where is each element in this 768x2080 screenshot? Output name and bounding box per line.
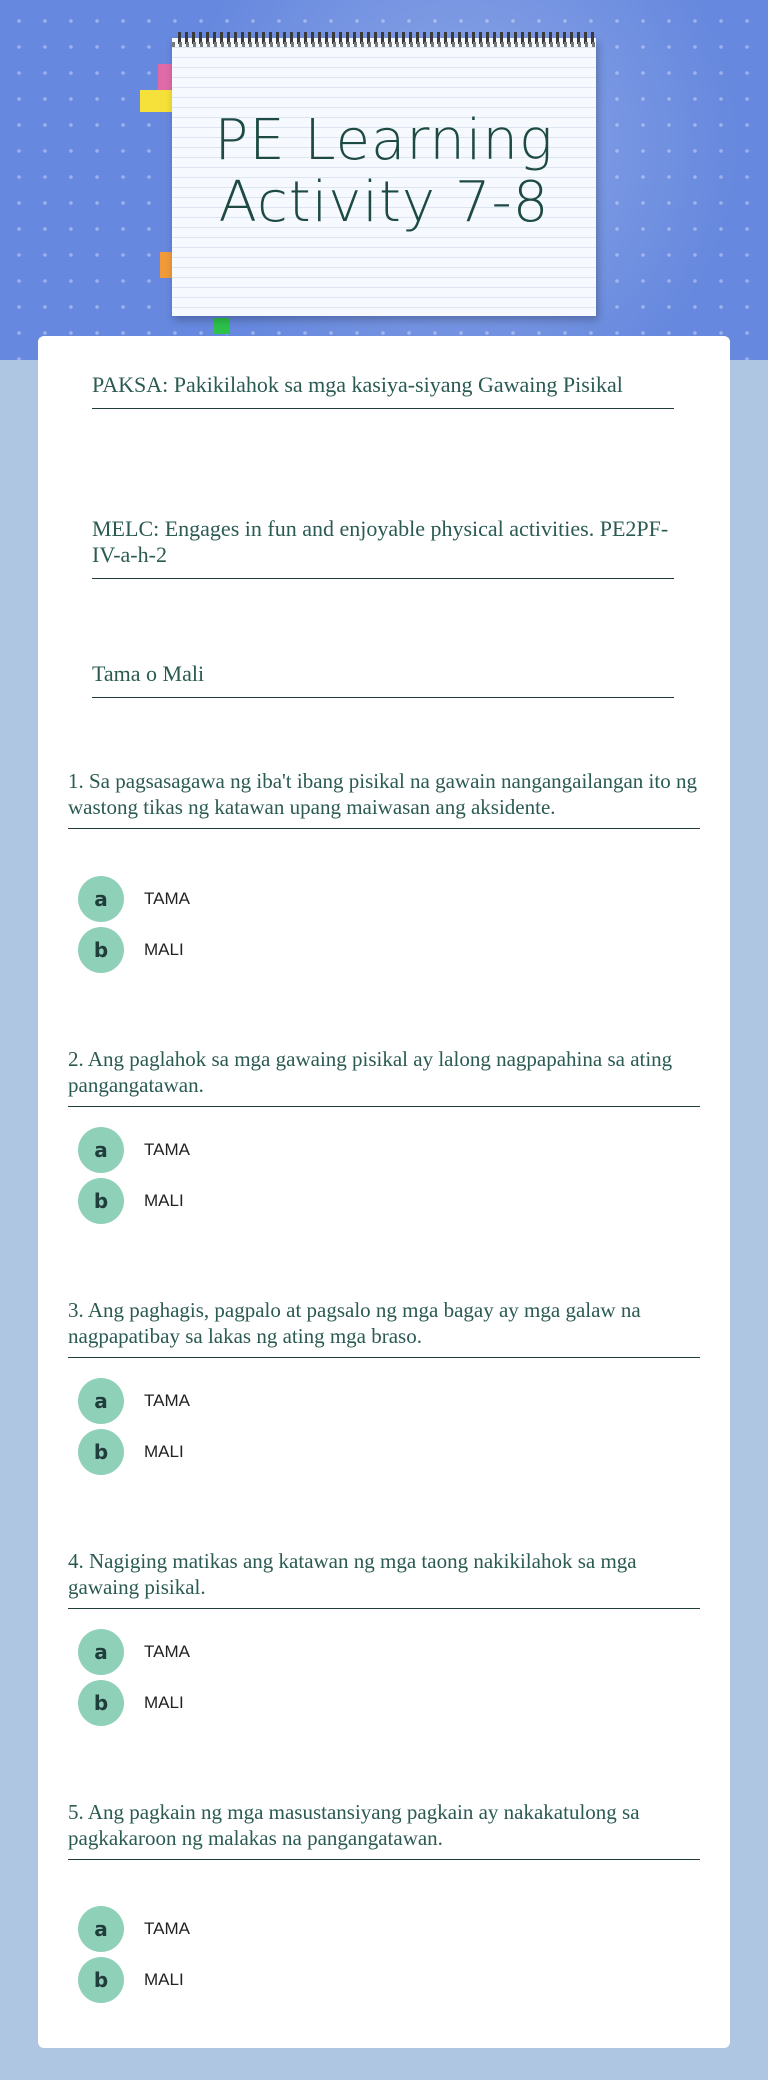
option-label: TAMA: [144, 1140, 190, 1159]
option-letter-badge: b: [78, 1178, 124, 1224]
q2-option-a[interactable]: [78, 1127, 190, 1173]
option-label: MALI: [144, 1693, 184, 1712]
title-line-1: PE Learning: [214, 108, 554, 173]
worksheet-card: [38, 336, 730, 2048]
question-4: 4. Nagiging matikas ang katawan ng mga taong nakikilahok sa mga gawaing pisikal.: [68, 1548, 700, 1609]
green-tab: [214, 318, 230, 334]
q4-option-b[interactable]: [78, 1680, 184, 1726]
yellow-tab: [140, 90, 176, 112]
option-letter-badge: a: [78, 1378, 124, 1424]
question-5: 5. Ang pagkain ng mga masustansiyang pagkain ay nakakatulong sa pagkakaroon ng malakas na pangangatawan.: [68, 1799, 700, 1860]
option-letter-badge: a: [78, 1906, 124, 1952]
q2-option-b[interactable]: [78, 1178, 184, 1224]
option-letter-badge: b: [78, 1680, 124, 1726]
option-label: MALI: [144, 1970, 184, 1989]
option-label: MALI: [144, 1191, 184, 1210]
question-1: 1. Sa pagsasagawa ng iba't ibang pisikal na gawain nangangailangan ito ng wastong tikas ng katawan upang maiwasan ang aksidente.: [68, 768, 700, 829]
q1-option-a[interactable]: [78, 876, 190, 922]
spiral-binding: [172, 28, 596, 50]
melc-heading: MELC: Engages in fun and enjoyable physical activities. PE2PF-IV-a-h-2: [92, 516, 674, 579]
option-letter-badge: a: [78, 1629, 124, 1675]
paksa-heading: PAKSA: Pakikilahok sa mga kasiya-siyang Gawaing Pisikal: [92, 372, 674, 409]
option-letter-badge: b: [78, 1957, 124, 2003]
q3-option-b[interactable]: [78, 1429, 184, 1475]
option-label: TAMA: [144, 1391, 190, 1410]
page-title: [172, 110, 596, 234]
option-label: TAMA: [144, 1642, 190, 1661]
option-letter-badge: a: [78, 1127, 124, 1173]
q1-option-b[interactable]: [78, 927, 184, 973]
option-letter-badge: b: [78, 1429, 124, 1475]
header-banner: [0, 0, 768, 360]
option-letter-badge: b: [78, 927, 124, 973]
question-3: 3. Ang paghagis, pagpalo at pagsalo ng mga bagay ay mga galaw na nagpapatibay sa lakas ng ating mga braso.: [68, 1297, 700, 1358]
option-label: MALI: [144, 940, 184, 959]
q5-option-a[interactable]: [78, 1906, 190, 1952]
notepad-graphic: [172, 38, 596, 316]
option-label: TAMA: [144, 889, 190, 908]
option-label: MALI: [144, 1442, 184, 1461]
title-line-2: Activity 7-8: [218, 170, 550, 235]
q4-option-a[interactable]: [78, 1629, 190, 1675]
q3-option-a[interactable]: [78, 1378, 190, 1424]
option-letter-badge: a: [78, 876, 124, 922]
question-2: 2. Ang paglahok sa mga gawaing pisikal ay lalong nagpapahina sa ating pangangatawan.: [68, 1046, 700, 1107]
q5-option-b[interactable]: [78, 1957, 184, 2003]
option-label: TAMA: [144, 1919, 190, 1938]
section-heading: Tama o Mali: [92, 661, 674, 698]
